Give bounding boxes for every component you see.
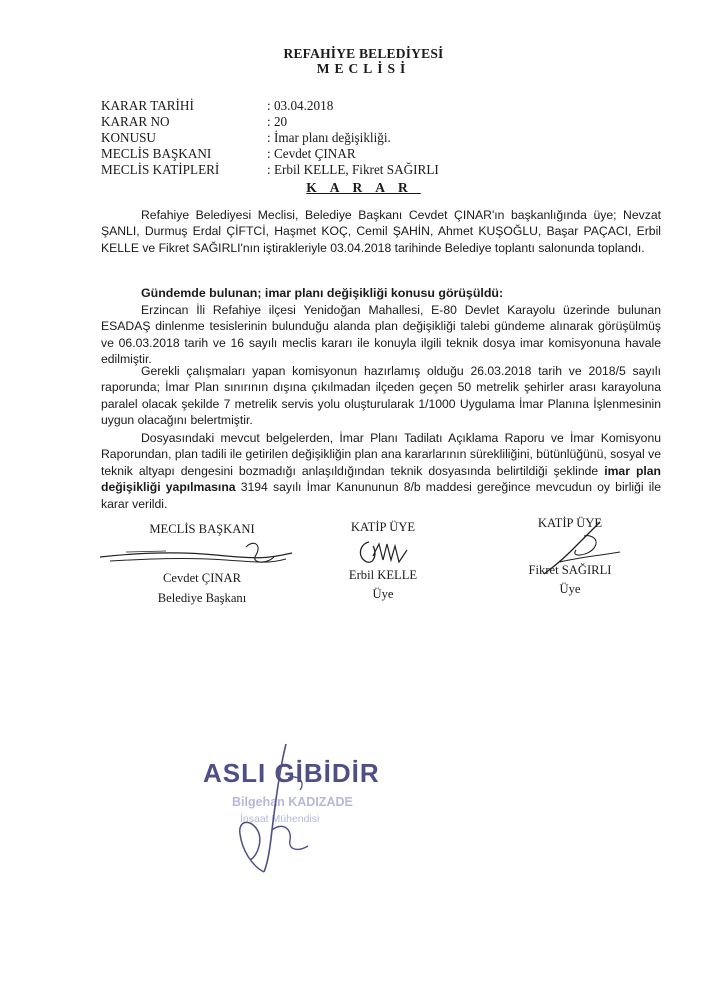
paragraph-text: Gerekli çalışmaları yapan komisyonun hazırlamış olduğu 26.03.2018 tarih ve 2018/5 sayılı raporunda; İmar Plan sınırının dışına çıkılmadan ilçeden geçen 50 metrelik şehirler arası karayoluna paralel olacak şekilde 7 metrelik servis yolu oluşturularak 1/1000 Uygulama İmar Planına İşlenmesinin uygun olacağını belertmiştir. [101,364,661,428]
signature-role-clerk1: Üye [372,587,394,601]
meta-value: : Erbil KELLE, Fikret SAĞIRLI [267,162,439,177]
signature-name-president: Cevdet ÇINAR [162,571,241,585]
meta-row-number [101,114,661,130]
signature-role-president: Belediye Başkanı [157,591,247,605]
paragraph-emphasis: imar plan değişikliği yapılmasına [101,463,662,495]
meta-label: MECLİS KATİPLERİ [101,162,220,177]
agenda-subheading: Gündemde bulunan; imar planı değişikliği konusu görüşüldü: [141,286,504,300]
meta-row-president [101,146,661,162]
paragraph-commission [101,363,661,429]
meta-row-date [101,98,661,114]
signature-name-clerk2: Fikret SAĞIRLI [528,563,612,577]
signature-role-clerk2: Üye [559,582,581,596]
signature-name-clerk1: Erbil KELLE [348,568,418,582]
meta-value: : 03.04.2018 [267,98,334,113]
decision-heading: KARAR [306,180,421,195]
paragraph-text: Dosyasındaki mevcut belgelerden, İmar Planı Tadilatı Açıklama Raporu ve İmar Komisyonu Raporundan, plan tadili ile getirilen değişikliğin plan ana kararlarının sürekliliğini, bütünlüğünü, sosyal ve teknik altyapı dengesini bozmadığı anlaşıldığından teknik dosyasında belirtildiği şeklinde [101,431,661,478]
signature-title-clerk1: KATİP ÜYE [350,520,416,534]
meta-row-subject [101,130,661,146]
meta-value: : Cevdet ÇINAR [267,146,356,161]
paragraph-text: Refahiye Belediyesi Meclisi, Belediye Başkanı Cevdet ÇINAR'ın başkanlığında üye; Nevzat ŞANLI, Durmuş Erdal ÇİFTCİ, Haşmet KOÇ, Cemil ŞAHİN, Ahmet KUŞOĞLU, Başar PAÇACI, Erbil KELLE ve Fikret SAĞIRLI'nın iştirakleriyle 03.04.2018 tarihinde Belediye toplantı salonunda toplandı. [101,208,661,255]
meta-label: KONUSU [101,130,156,145]
paragraph-decision [101,430,661,512]
paragraph-request [101,302,661,368]
meta-label: KARAR TARİHİ [101,98,194,113]
meta-label: KARAR NO [101,114,170,129]
president-signature [96,535,296,575]
signature-title-clerk2: KATİP ÜYE [537,516,603,530]
stamp-signature [228,738,318,878]
paragraph-text: Erzincan İli Refahiye ilçesi Yenidoğan Mahallesi, E-80 Devlet Karayolu üzerinde bulunan ESADAŞ dinlenme tesislerinin bulunduğu alanda plan değişikliği talebi gündeme alınarak görüşülmüş ve 06.03.2018 tarih ve 16 sayılı meclis kararı ile konuyla ilgili teknik dosya imar komisyonuna havale edilmiştir. [101,303,661,367]
meta-value: : 20 [267,114,288,129]
stamp-name: Bilgehan KADIZADE [232,795,353,809]
meta-row-clerks [101,162,661,178]
signature-title-president: MECLİS BAŞKANI [149,522,255,536]
certified-copy-stamp: ASLI GİBİDİR [203,758,380,788]
paragraph-text: 3194 sayılı İmar Kanununun 8/b maddesi gereğince mevcudun oy birliği ile karar verildi. [101,480,661,511]
institution-title: REFAHİYE BELEDİYESİ [283,46,444,61]
stamp-title: İnşaat Mühendisi [240,813,320,825]
meta-value: : İmar planı değişikliği. [267,130,391,145]
meta-label: MECLİS BAŞKANI [101,146,212,161]
clerk1-signature [355,536,415,570]
council-title: MECLİSİ [316,61,411,76]
paragraph-attendance [101,207,661,256]
